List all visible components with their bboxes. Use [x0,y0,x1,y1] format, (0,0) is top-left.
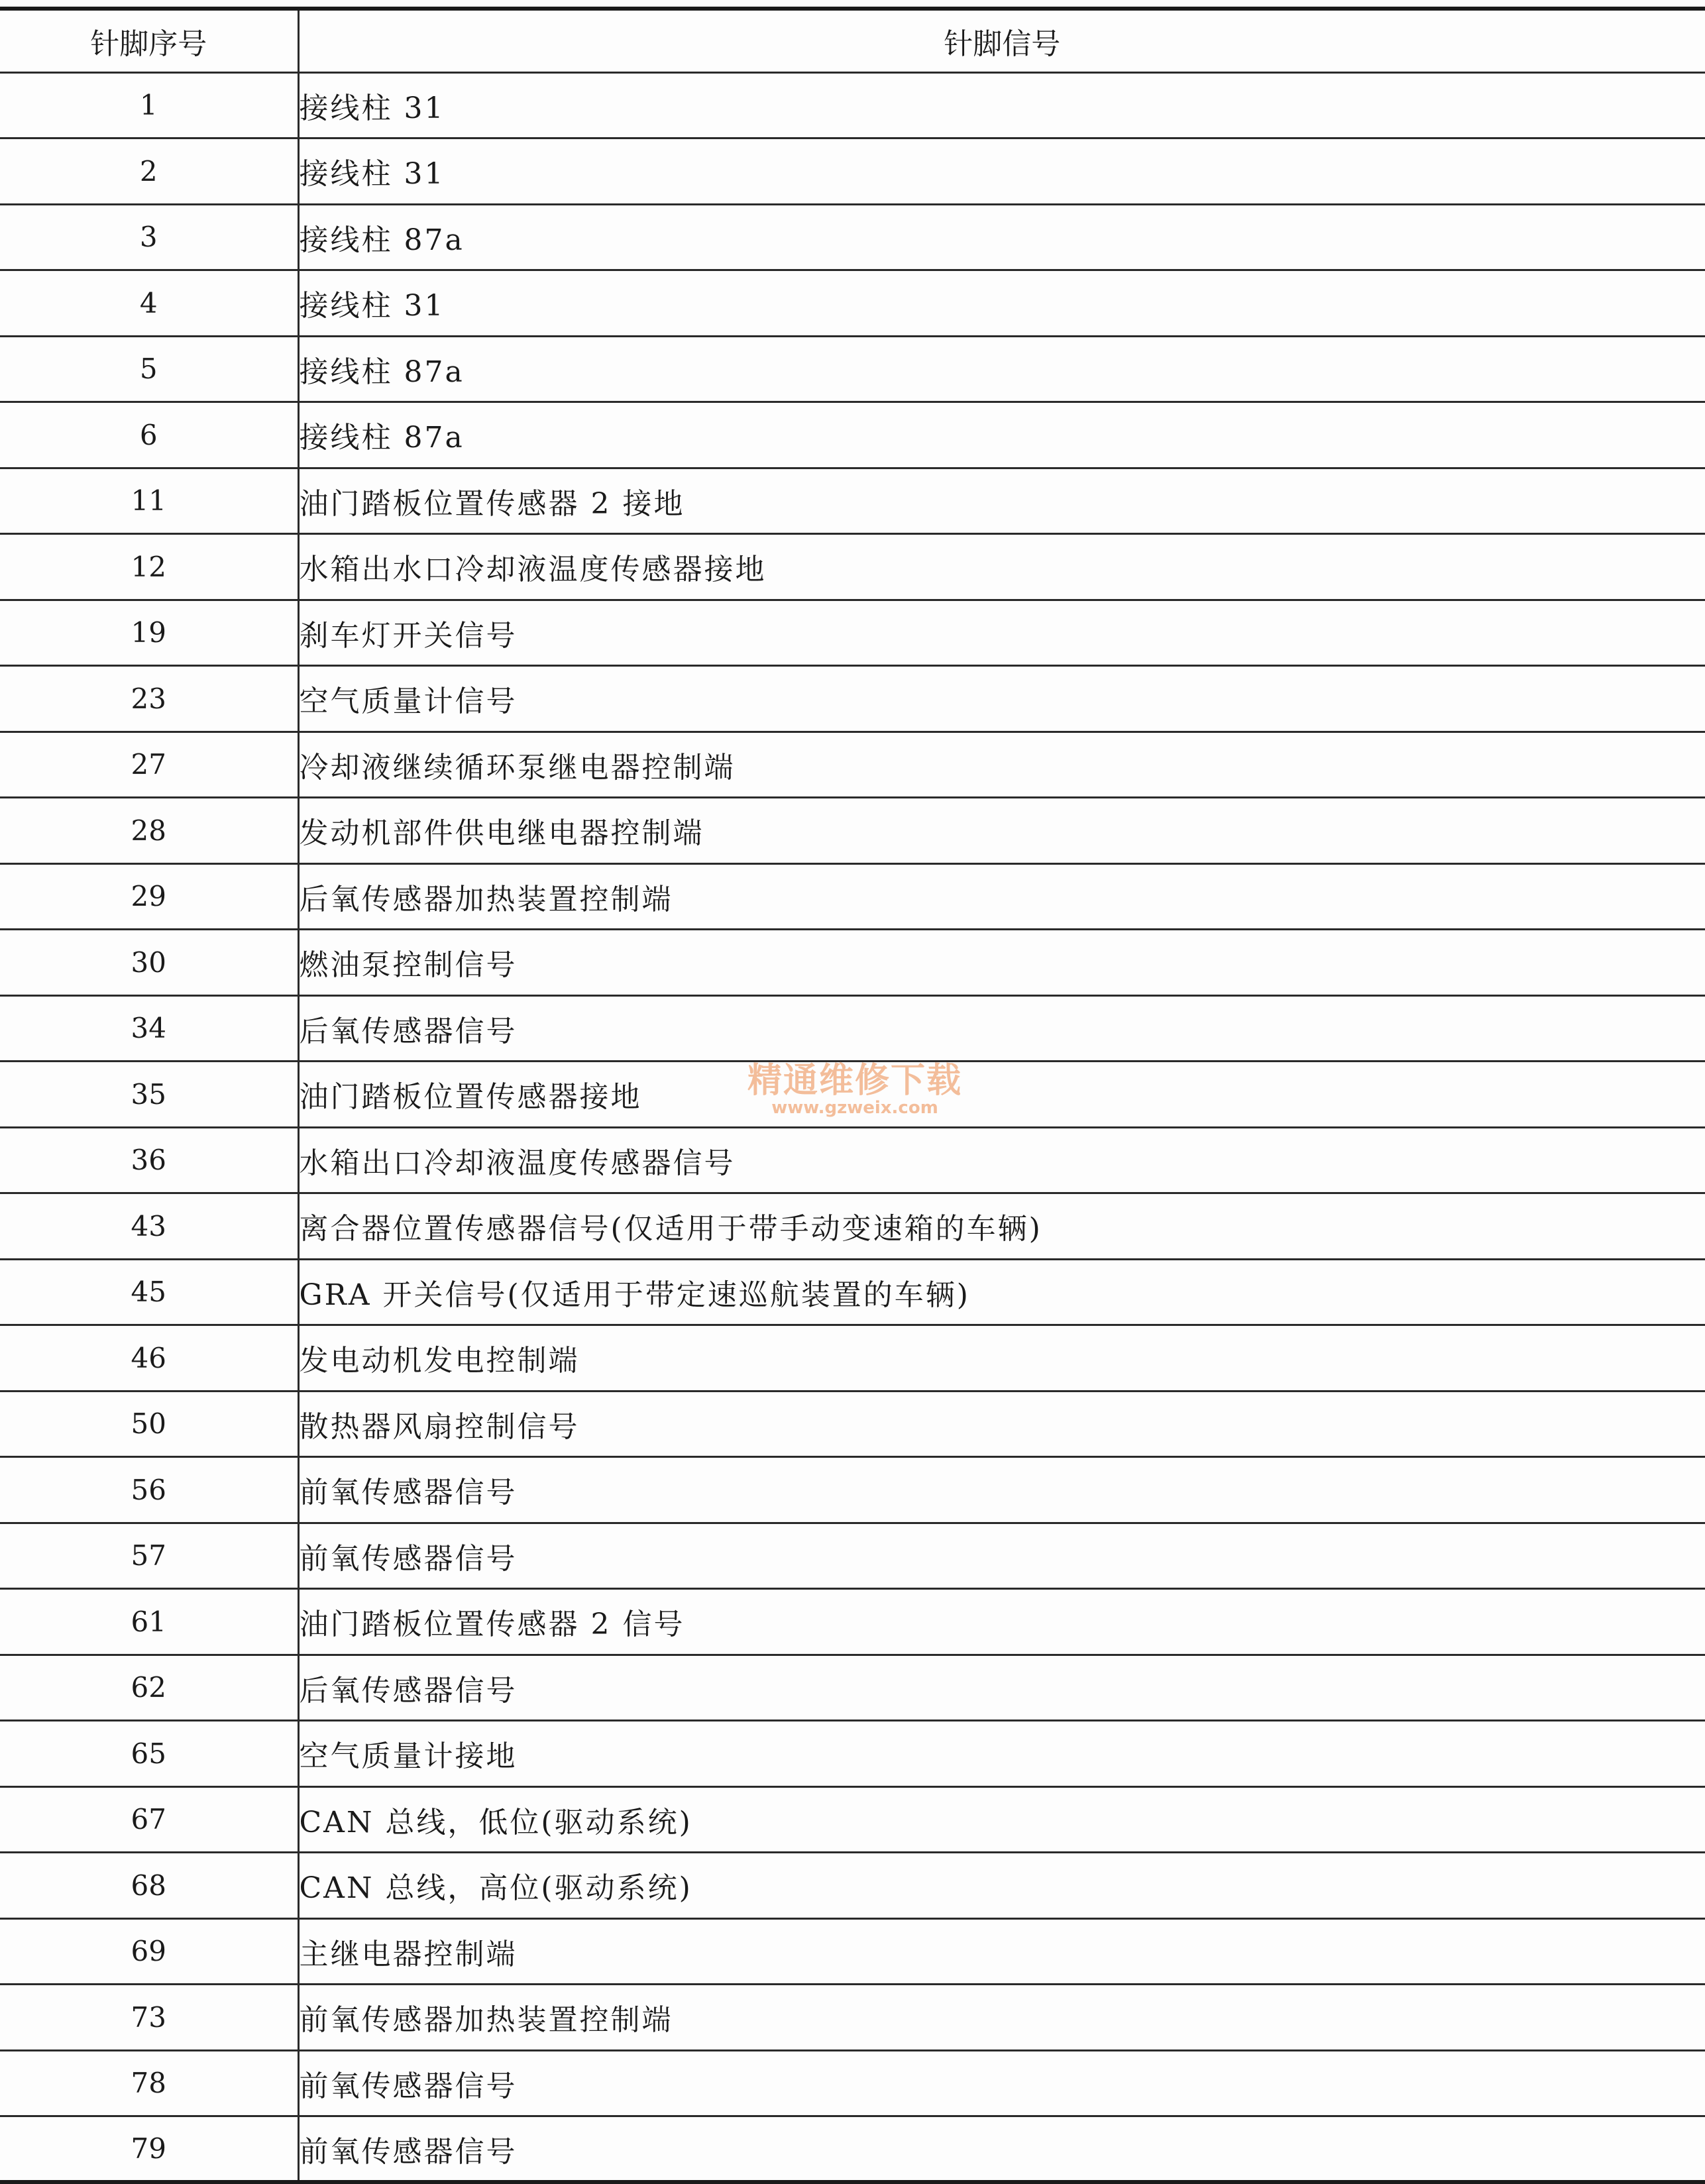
pin-number-cell: 67 [0,1786,298,1853]
table-row [0,336,1705,402]
pin-number-cell: 5 [0,336,298,402]
pin-signal-cell: 后氧传感器加热装置控制端 [298,863,1705,930]
table-row [0,468,1705,534]
table-row [0,1325,1705,1392]
table-row [0,930,1705,996]
pin-signal-cell: 水箱出水口冷却液温度传感器接地 [298,534,1705,600]
pin-signal-cell: 刹车灯开关信号 [298,600,1705,666]
pin-number-cell: 46 [0,1325,298,1392]
pin-number-cell: 1 [0,72,298,138]
table-header-row [0,9,1705,72]
table-row [0,2116,1705,2183]
pin-signal-cell: 空气质量计接地 [298,1721,1705,1787]
pin-signal-cell: 离合器位置传感器信号(仅适用于带手动变速箱的车辆) [298,1193,1705,1260]
table-row [0,1457,1705,1523]
pin-number-cell: 29 [0,863,298,930]
pin-number-cell: 57 [0,1523,298,1589]
pin-number-cell: 35 [0,1062,298,1128]
table-row [0,1853,1705,1919]
table-row [0,1259,1705,1325]
table-row [0,732,1705,798]
pin-number-cell: 73 [0,1985,298,2051]
pin-signal-cell: CAN 总线，高位(驱动系统) [298,1853,1705,1919]
pin-signal-cell: 冷却液继续循环泵继电器控制端 [298,732,1705,798]
pin-signal-cell: 散热器风扇控制信号 [298,1391,1705,1457]
pin-number-cell: 43 [0,1193,298,1260]
pin-number-cell: 23 [0,666,298,732]
pin-signal-cell: 前氧传感器信号 [298,1523,1705,1589]
table-row [0,600,1705,666]
pin-signal-cell: 后氧传感器信号 [298,1655,1705,1721]
pin-number-cell: 30 [0,930,298,996]
pin-number-cell: 50 [0,1391,298,1457]
pin-number-cell: 11 [0,468,298,534]
pin-signal-cell: 油门踏板位置传感器接地 [298,1062,1705,1128]
pin-number-cell: 56 [0,1457,298,1523]
pin-signal-cell: 接线柱 87a [298,336,1705,402]
table-row [0,534,1705,600]
table-row [0,1655,1705,1721]
pin-signal-cell: 燃油泵控制信号 [298,930,1705,996]
pin-signal-cell: 水箱出口冷却液温度传感器信号 [298,1127,1705,1193]
pin-number-cell: 34 [0,995,298,1062]
table-row [0,1918,1705,1985]
table-row [0,1589,1705,1655]
table-row [0,1193,1705,1260]
table-row [0,1985,1705,2051]
watermark [736,1060,974,1118]
pin-number-cell: 2 [0,138,298,205]
pin-signal-cell: GRA 开关信号(仅适用于带定速巡航装置的车辆) [298,1259,1705,1325]
pin-number-cell: 45 [0,1259,298,1325]
pin-number-cell: 4 [0,270,298,337]
pin-table-body [0,72,1705,2182]
watermark-url: www.gzweix.com [771,1098,938,1118]
pin-number-cell: 69 [0,1918,298,1985]
table-row [0,1523,1705,1589]
pin-signal-cell: 接线柱 31 [298,270,1705,337]
pin-number-cell: 68 [0,1853,298,1919]
pin-signal-cell: 前氧传感器信号 [298,2116,1705,2183]
pin-number-cell: 12 [0,534,298,600]
pin-signal-cell: CAN 总线，低位(驱动系统) [298,1786,1705,1853]
pin-signal-cell: 接线柱 31 [298,138,1705,205]
pin-signal-cell: 前氧传感器信号 [298,2050,1705,2116]
pin-number-cell: 6 [0,402,298,468]
pin-number-cell: 27 [0,732,298,798]
pin-signal-cell: 后氧传感器信号 [298,995,1705,1062]
pin-number-cell: 62 [0,1655,298,1721]
pin-signal-cell: 发电动机发电控制端 [298,1325,1705,1392]
header-pin-number: 针脚序号 [0,9,298,72]
pin-number-cell: 61 [0,1589,298,1655]
pin-signal-cell: 接线柱 31 [298,72,1705,138]
pin-signal-cell: 前氧传感器加热装置控制端 [298,1985,1705,2051]
table-row [0,666,1705,732]
pin-number-cell: 3 [0,204,298,270]
table-row [0,1127,1705,1193]
table-row [0,863,1705,930]
table-row [0,402,1705,468]
pin-number-cell: 79 [0,2116,298,2183]
pin-signal-cell: 油门踏板位置传感器 2 接地 [298,468,1705,534]
pin-signal-cell: 空气质量计信号 [298,666,1705,732]
watermark-text: 精通维修下载 [747,1060,962,1101]
table-row [0,995,1705,1062]
pin-number-cell: 78 [0,2050,298,2116]
pin-signal-cell: 发动机部件供电继电器控制端 [298,798,1705,864]
pin-signal-cell: 前氧传感器信号 [298,1457,1705,1523]
pin-signal-cell: 主继电器控制端 [298,1918,1705,1985]
pin-number-cell: 36 [0,1127,298,1193]
table-row [0,72,1705,138]
table-row [0,1786,1705,1853]
pin-signal-cell: 接线柱 87a [298,204,1705,270]
pin-signal-cell: 接线柱 87a [298,402,1705,468]
table-row [0,1391,1705,1457]
table-row [0,2050,1705,2116]
pin-number-cell: 28 [0,798,298,864]
table-row [0,204,1705,270]
table-row [0,1721,1705,1787]
table-row [0,798,1705,864]
pin-number-cell: 65 [0,1721,298,1787]
table-row [0,138,1705,205]
pin-number-cell: 19 [0,600,298,666]
table-row [0,270,1705,337]
pin-signal-cell: 油门踏板位置传感器 2 信号 [298,1589,1705,1655]
header-pin-signal: 针脚信号 [298,9,1705,72]
